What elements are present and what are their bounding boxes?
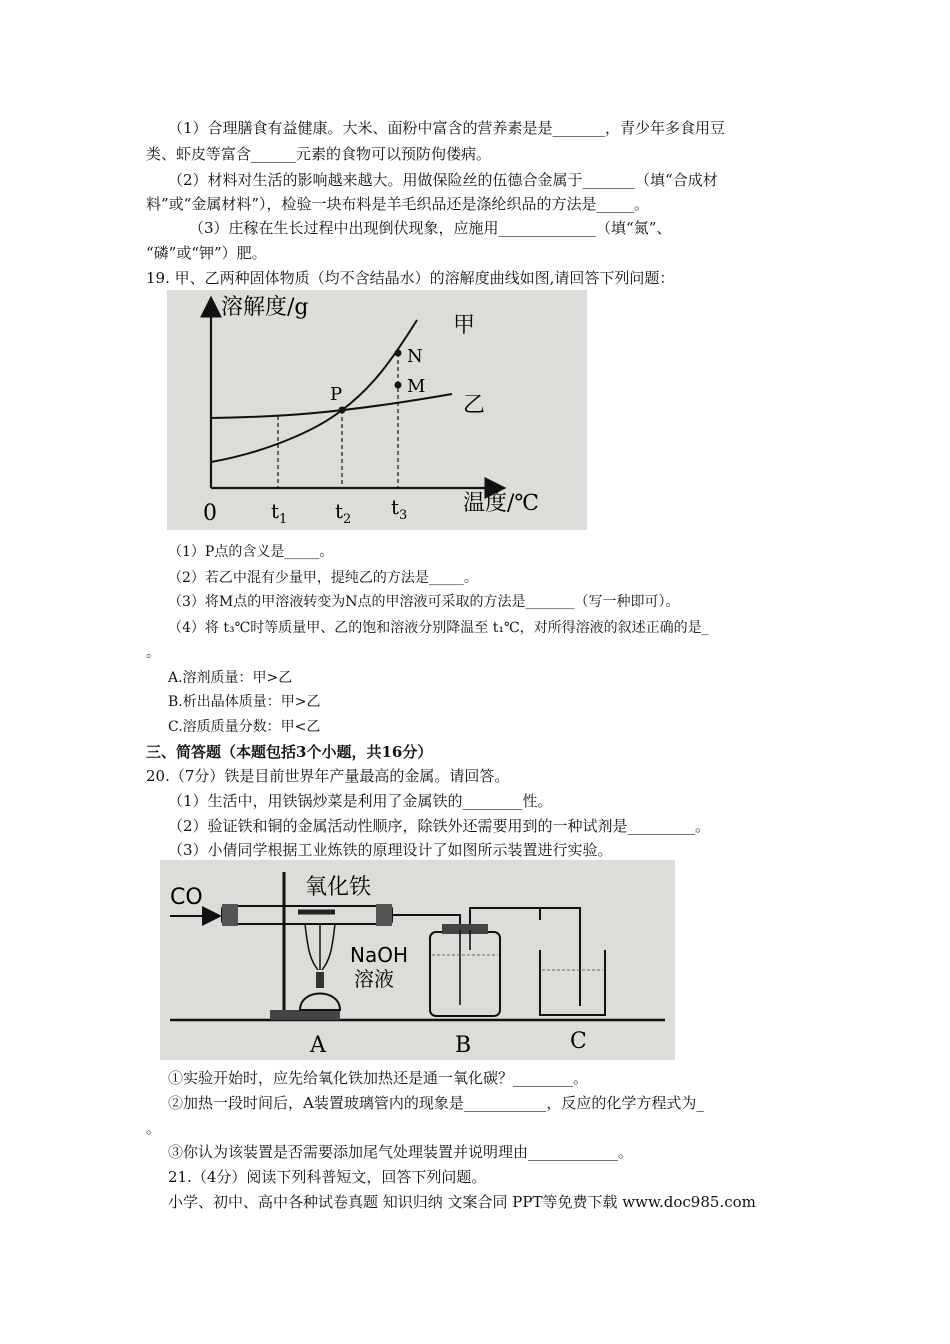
point-p: [339, 407, 346, 414]
q18-1-line1: （1）合理膳食有益健康。大米、面粉中富含的营养素是是_______，青少年多食用豆: [168, 119, 726, 137]
curve-jia: [211, 320, 417, 462]
q18-2-line2: 料”或“金属材料”），检验一块布料是羊毛织品还是涤纶织品的方法是_____。: [146, 195, 650, 213]
bottle-b: [430, 932, 500, 1016]
apparatus-svg: [160, 860, 675, 1060]
co-label: CO: [170, 885, 203, 910]
label-a: A: [310, 1033, 326, 1058]
option-b: B.析出晶体质量：甲>乙: [168, 694, 321, 710]
q19-3: （3）将M点的甲溶液转变为N点的甲溶液可采取的方法是_______（写一种即可）。: [168, 594, 680, 610]
flame: [305, 924, 335, 970]
iron-stand-base: [270, 1010, 340, 1020]
q19-4: （4）将 t₃℃时等质量甲、乙的饱和溶液分别降温至 t₁℃，对所得溶液的叙述正确的是_: [168, 620, 709, 636]
t2-label: $t_2$: [335, 499, 352, 527]
option-c: C.溶质质量分数：甲<乙: [168, 719, 321, 735]
label-c: C: [570, 1029, 587, 1054]
q18-3-line2: “磷”或“钾”）肥。: [146, 244, 267, 262]
q19-stem: 19. 甲、乙两种固体物质（均不含结晶水）的溶解度曲线如图,请回答下列问题：: [146, 269, 675, 287]
point-n-label: N: [407, 346, 423, 367]
point-m: [395, 382, 402, 389]
stopper-right: [376, 904, 392, 926]
q19-4-end: 。: [146, 645, 160, 661]
q19-1: （1）P点的含义是_____。: [168, 544, 334, 560]
bottle-b-stopper: [442, 924, 488, 934]
q20-3-sub1: ①实验开始时，应先给氧化铁加热还是通一氧化碳？________。: [168, 1069, 589, 1087]
option-a: A.溶剂质量：甲>乙: [168, 670, 293, 686]
solubility-graph-svg: [167, 290, 587, 530]
q20-stem: 20.（7分）铁是目前世界年产量最高的金属。请回答。: [146, 767, 510, 785]
footer: 小学、初中、高中各种试卷真题 知识归纳 文案合同 PPT等免费下载 www.doc985.com: [168, 1193, 756, 1211]
curve-jia-label: 甲: [453, 313, 476, 338]
q21-stem: 21.（4分）阅读下列科普短文，回答下列问题。: [168, 1168, 487, 1186]
q20-3-sub3: ③你认为该装置是否需要添加尾气处理装置并说明理由____________。: [168, 1143, 634, 1161]
q20-1: （1）生活中，用铁锅炒菜是利用了金属铁的________性。: [168, 792, 553, 810]
curve-yi-label: 乙: [463, 393, 486, 418]
q20-2: （2）验证铁和铜的金属活动性顺序，除铁外还需要用到的一种试剂是_________。: [168, 817, 711, 835]
naoh-label: NaOH: [350, 943, 408, 967]
t1-label: $t_1$: [271, 499, 288, 527]
x-axis-label: 温度/℃: [463, 491, 540, 516]
lamp-wick: [316, 972, 324, 988]
label-b: B: [455, 1033, 472, 1058]
stopper-left: [222, 904, 238, 926]
origin-label: 0: [203, 501, 217, 526]
combustion-tube: [222, 906, 392, 924]
q19-2: （2）若乙中混有少量甲，提纯乙的方法是_____。: [168, 570, 478, 586]
q18-2-line1: （2）材料对生活的影响越来越大。用做保险丝的伍德合金属于_______（填“合成材: [168, 171, 718, 189]
t3-label: $t_3$: [391, 495, 408, 523]
q20-3-sub2-end: 。: [146, 1119, 162, 1137]
point-m-label: M: [407, 376, 426, 397]
q18-3-line1: （3）庄稼在生长过程中出现倒伏现象，应施用_____________（填“氮”、: [189, 219, 672, 237]
point-p-label: P: [330, 384, 343, 405]
apparatus-figure: [160, 860, 675, 1060]
beaker-c: [540, 950, 605, 1015]
q18-1-line2: 类、虾皮等富含______元素的食物可以预防佝偻病。: [146, 145, 492, 163]
y-axis-label: 溶解度/g: [221, 295, 309, 320]
naoh-solution-label: 溶液: [354, 967, 394, 991]
solubility-graph: [167, 290, 587, 530]
alcohol-lamp: [300, 994, 340, 1011]
q20-3: （3）小倩同学根据工业炼铁的原理设计了如图所示装置进行实验。: [168, 841, 613, 859]
fe2o3-label: 氧化铁: [305, 875, 372, 900]
tube-to-c: [540, 908, 580, 1006]
point-n: [395, 350, 402, 357]
section-3-heading: 三、简答题（本题包括3个小题，共16分）: [146, 743, 433, 761]
q20-3-sub2: ②加热一段时间后，A装置玻璃管内的现象是___________，反应的化学方程式为_: [168, 1094, 704, 1112]
